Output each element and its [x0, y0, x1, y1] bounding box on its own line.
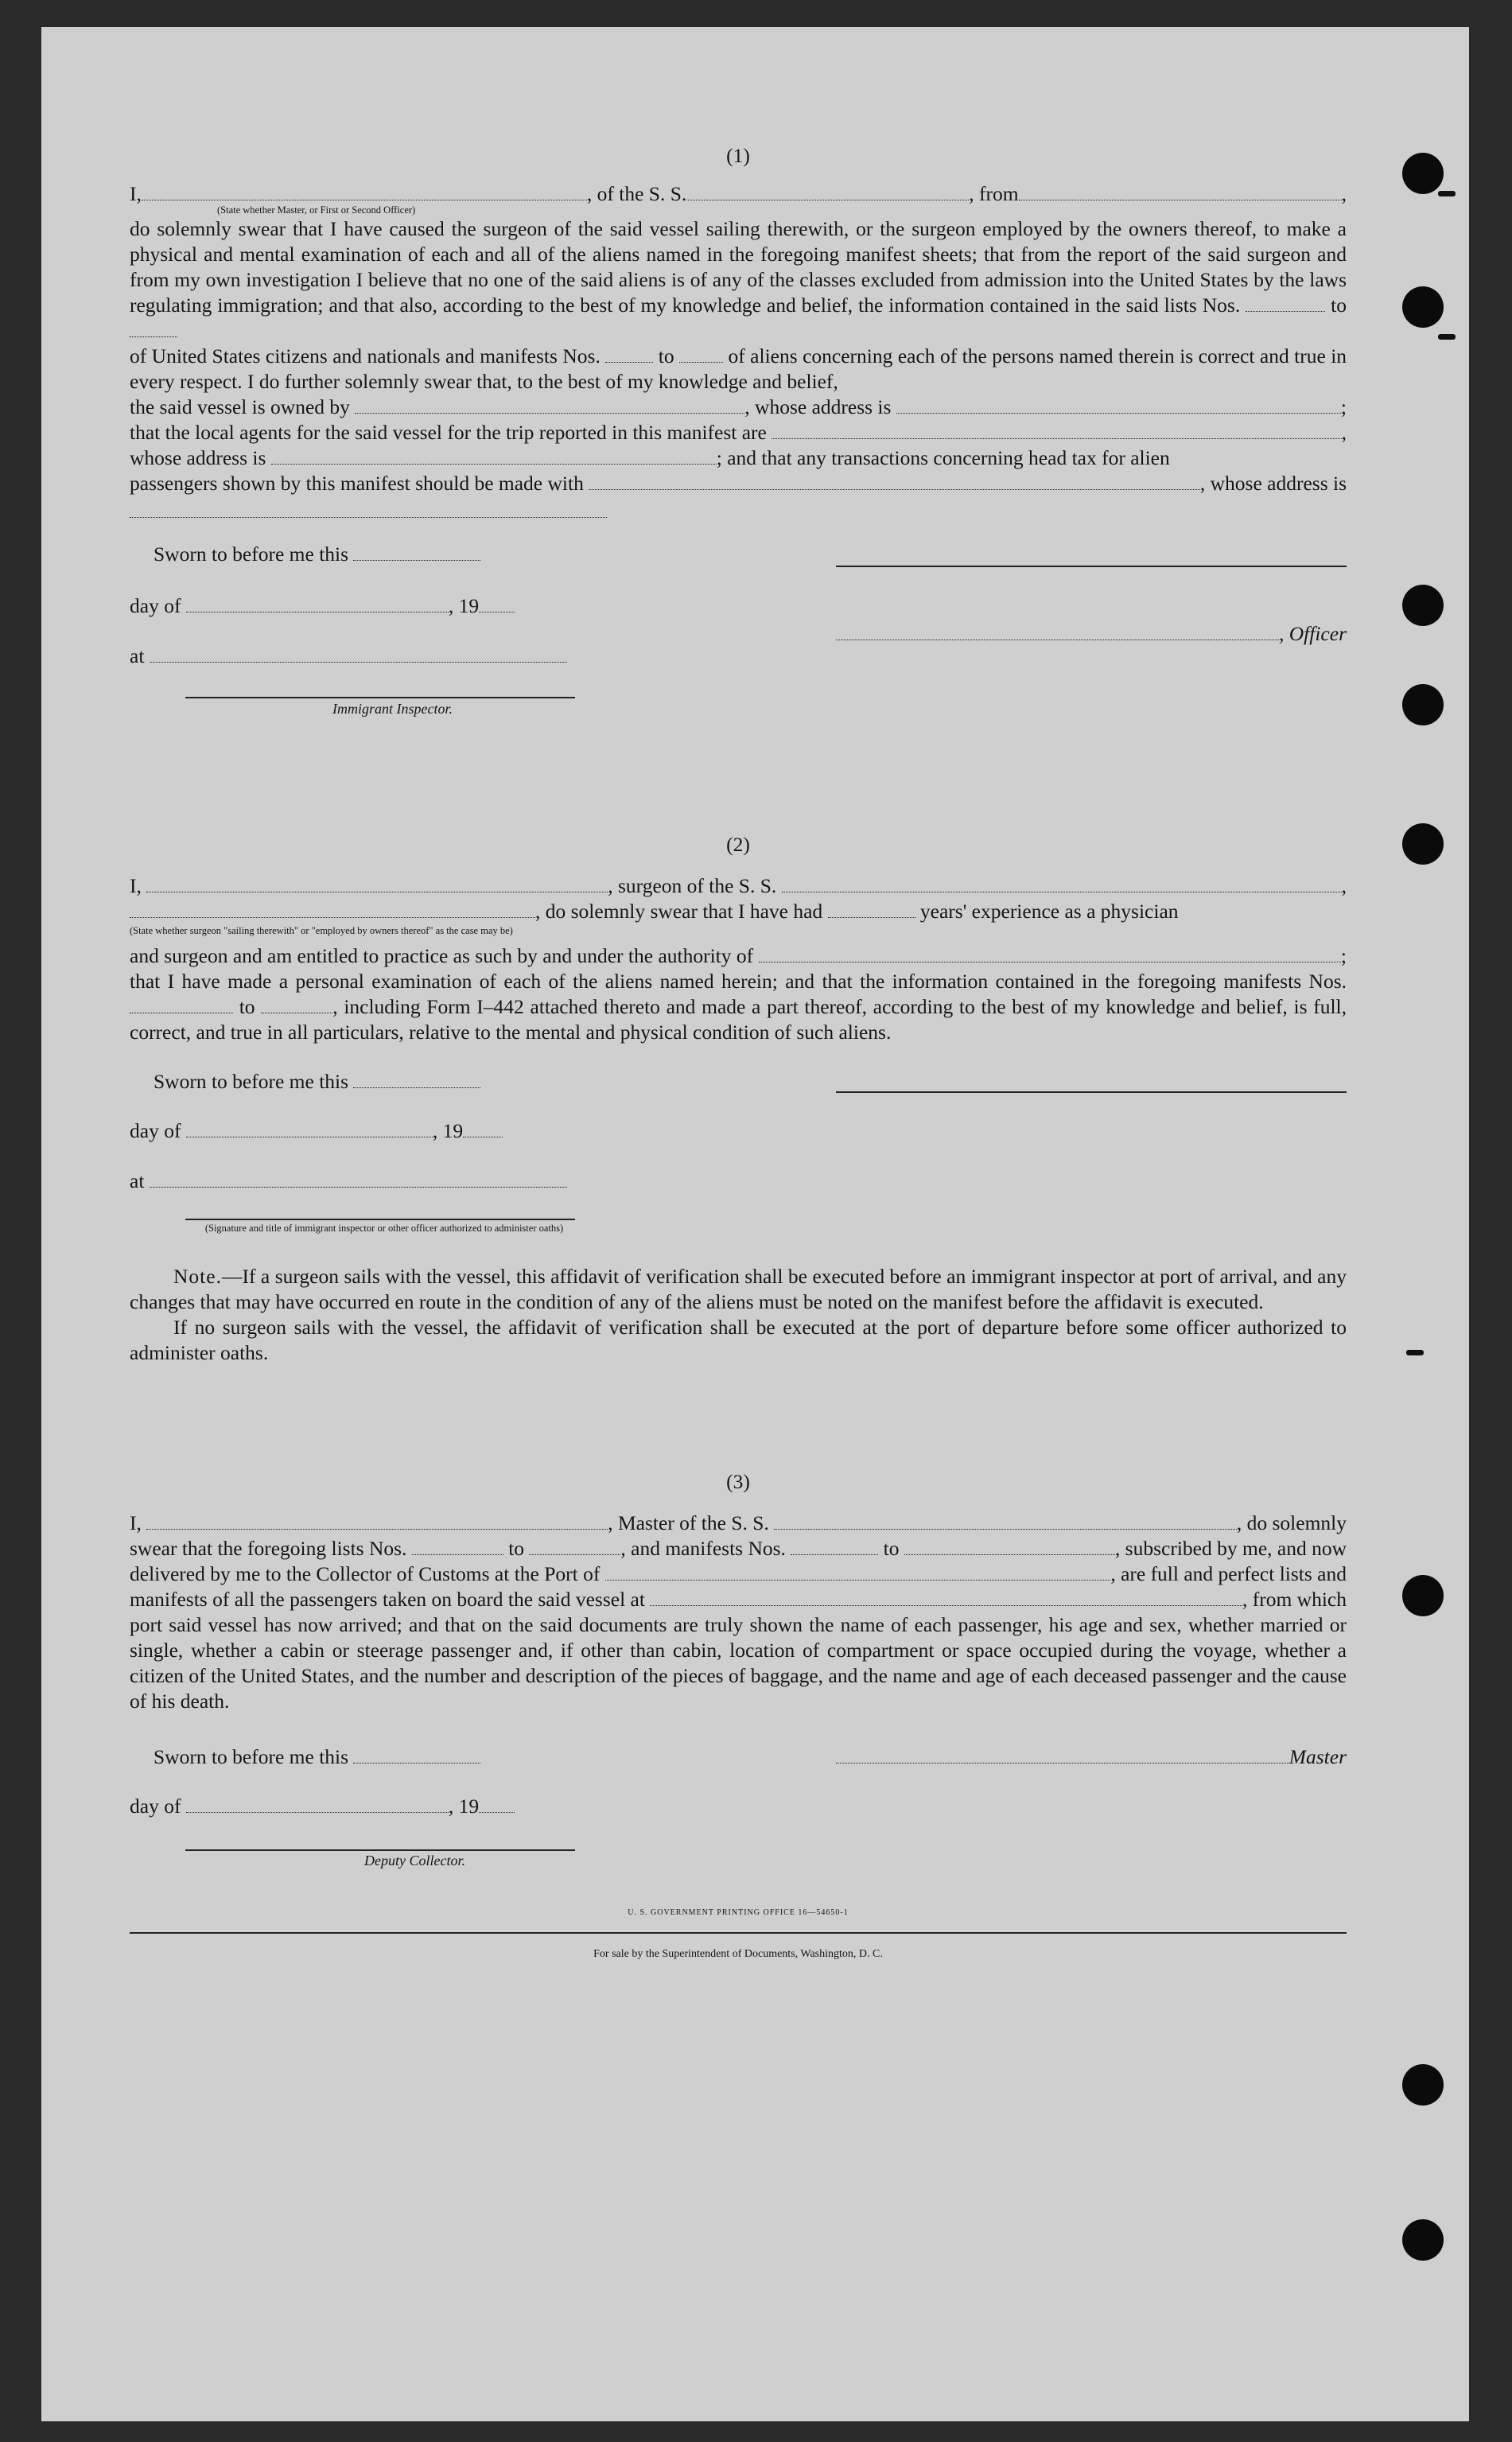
sworn-month-field[interactable] — [186, 1795, 449, 1813]
agents-address-line: whose address is ; and that any transactions concerning head tax for alien — [130, 446, 1170, 469]
sworn-year-field[interactable] — [479, 594, 515, 612]
sworn-year-field[interactable] — [463, 1119, 503, 1137]
list-to-field[interactable] — [529, 1537, 620, 1555]
binder-hole — [1402, 1575, 1444, 1616]
port-of-embarkation-field[interactable] — [650, 1588, 1242, 1606]
inspector-signature-line[interactable] — [185, 697, 575, 698]
section-number: (1) — [726, 144, 750, 167]
section3-jurat: Sworn to before me this day of , 19 Deputy Collector. Master — [130, 1745, 1347, 1868]
list-to-field[interactable] — [130, 319, 177, 337]
sworn-day-field[interactable] — [353, 1745, 480, 1763]
binder-hole — [1402, 585, 1444, 626]
manifest-to-field[interactable] — [261, 995, 332, 1013]
sworn-place-field[interactable] — [150, 1169, 567, 1188]
binder-hole — [1402, 286, 1444, 328]
years-experience-field[interactable] — [828, 900, 915, 918]
agents-address-field[interactable] — [271, 446, 717, 465]
margin-tick — [1406, 1350, 1424, 1355]
field-caption: (State whether surgeon "sailing therewith" or "employed by owners thereof" as the case may be) — [130, 925, 513, 936]
deputy-title: Deputy Collector. — [364, 1853, 465, 1868]
agents-line: that the local agents for the said vessel for the trip reported in this manifest are , — [130, 421, 1347, 444]
list-from-field[interactable] — [412, 1537, 503, 1555]
surgeon-signature-line[interactable] — [836, 1091, 1347, 1093]
sworn-day-field[interactable] — [353, 1070, 480, 1088]
margin-tick — [1438, 191, 1456, 196]
master-signature-field[interactable] — [836, 1745, 1289, 1763]
surgeon-ship-field[interactable] — [782, 874, 1342, 892]
port-of-arrival-field[interactable] — [605, 1562, 1111, 1581]
sworn-place-field[interactable] — [150, 644, 567, 663]
address-continued-field[interactable] — [130, 500, 607, 518]
binder-hole — [1402, 2219, 1444, 2261]
binder-hole — [1402, 153, 1444, 194]
binder-hole — [1402, 684, 1444, 725]
officer-field[interactable] — [836, 622, 1279, 640]
surgeon-type-field[interactable] — [130, 900, 535, 918]
owner-line: the said vessel is owned by , whose address is ; — [130, 395, 1347, 418]
printing-office-imprint: U. S. GOVERNMENT PRINTING OFFICE 16—54650-1 — [628, 1908, 849, 1917]
head-tax-line: passengers shown by this manifest should be made with , whose address is — [130, 472, 1347, 495]
sworn-year-field[interactable] — [479, 1795, 515, 1813]
sworn-month-field[interactable] — [186, 594, 449, 612]
master-name-field[interactable] — [146, 1511, 608, 1530]
section2-jurat: Sworn to before me this day of , 19 at (Signature and title of immigrant inspector or other officer authorized to administer oaths) — [130, 1045, 1347, 1248]
oath-paragraph-2: of United States citizens and nationals and manifests Nos. to of aliens concerning each of the persons named therein is correct and true in every respect. I do further solemnly swear that, to the best of my knowledge and belief, — [130, 344, 1347, 393]
surgeon-name-field[interactable] — [146, 874, 608, 892]
agents-field[interactable] — [772, 421, 1341, 439]
binder-hole — [1402, 2064, 1444, 2106]
manifest-to-field[interactable] — [904, 1537, 1115, 1555]
manifest-from-field[interactable] — [605, 344, 653, 363]
head-tax-field[interactable] — [589, 472, 1200, 490]
note-paragraph: Note.—If a surgeon sails with the vessel, this affidavit of verification shall be executed before an immigrant inspector at port of arrival, and any changes that may have occurred en route in the condition of any of the aliens must be noted on the manifest before the affidavit is executed. — [130, 1265, 1347, 1313]
footer-note: For sale by the Superintendent of Documents, Washington, D. C. — [593, 1948, 883, 1960]
officer-signature-line[interactable] — [836, 566, 1347, 567]
ship-name-field[interactable] — [686, 182, 969, 200]
oath-paragraph: do solemnly swear that I have caused the surgeon of the said vessel sailing therewith, or the surgeon employed by the owners thereof, to make a physical and mental examination of each and all of the aliens named in the foregoing manifest sheets; that from the report of the said surgeon and from my own investigation I believe that no one of the said aliens is of any of the classes excluded from admission into the United States by the laws regulating immigration; and that also, according to the best of my knowledge and belief, the information contained in the said lists Nos. to — [130, 216, 1347, 344]
sworn-month-field[interactable] — [186, 1119, 433, 1137]
affidavit-text: (1) I, , of the S. S. , from , (State whether Master, or First or Second Officer) do solemnly swear that I have caused the surgeon of the said vessel sailing therewith, or the surgeon employed by the owners thereof, to make a physical and mental examination of each and all of the aliens named in the foregoing manifest sheets; that from the report of the said surgeon and from my own investigation I believe that no one of the said aliens is of any of the classes excluded from admission into the United States by the laws regulating immigration; and that also, according to the best of my knowledge and belief, the information contained in the said lists Nos. to of United States citizens and nationals and manifests Nos. to of aliens concerning each of the persons named therein is correct and true in every respect. I do further solemnly swear that, to the best of my knowledge and belief, the said vessel is owned by , whose address is ; that the local agents for the said vessel for the trip reported in this manifest are , whose address is ; and that any transactions concerning head tax for alien passengers shown by this manifest should be made with , whose address is Sworn to before me this day of , 19 at Immigrant Inspector. , Officer (2) I, , surgeon of the S. S. , , do solemnly swear that I have had years' experience as a physician (State whether surgeon "sailing therewith" or "employed by owners thereof" as the case may be) and surgeon and am entitled to practice as such by and under the authority of ; that I have made a personal examination of each of the aliens named herein; and that the information contained in the foregoing manifests Nos. to , including Form I–442 attached thereto and made a part thereof, according to the best of my knowledge and belief, is full, correct, and true in all particulars, relative to the mental and physical condition of such aliens. Sworn to before me this day of , 19 at (Signature and title of immigrant inspector or other officer authorized to administer oaths) Note.—If a surgeon sails with the vessel, this affidavit of verification shall be executed before an immigrant inspector at port of arrival, and any changes that may have occurred en route in the condition of any of the aliens must be noted on the manifest before the affidavit is executed. If no surgeon sails with the vessel, the affidavit of verification shall be executed at the port of departure before some officer authorized to administer oaths. (3) I, , Master of the S. S. , do solemnly swear that the foregoing lists Nos. to , and manifests Nos. to , subscribed by me, and now delivered by me to the Collector of Customs at the Port of , are full and perfect lists and manifests of all the passengers taken on board the said vessel at , from which port said vessel has now arrived; and that on the said documents are truly shown the name of each passenger, his age and sex, whether married or single, whether a cabin or steerage passenger and, if other than cabin, location of compartment or space occupied during the voyage, whether a citizen of the United States, and the number and description of the pieces of baggage, and the name and age of each deceased passenger and the cause of his death. Sworn to before me this day of , 19 Deputy Collector. Master U. S. GOVERNMENT PRINTING OFFICE 16—54650-1 For sale by the Superintendent of Documents, Washington, D. C. — [130, 143, 1347, 1967]
binder-hole — [1402, 823, 1444, 865]
note-paragraph-2: If no surgeon sails with the vessel, the affidavit of verification shall be executed at the port of departure before some officer authorized to administer oaths. — [130, 1316, 1347, 1364]
list-from-field[interactable] — [1246, 294, 1325, 312]
surgeon-oath-paragraph: that I have made a personal examination of each of the aliens named herein; and that the information contained in the foregoing manifests Nos. to , including Form I–442 attached thereto and made a part thereof, according to the best of my knowledge and belief, is full, correct, and true in all particulars, relative to the mental and physical condition of such aliens. — [130, 970, 1347, 1044]
footer-rule — [130, 1932, 1347, 1934]
inspector-signature-line[interactable] — [185, 1219, 575, 1220]
master-oath-paragraph: port said vessel has now arrived; and that on the said documents are truly shown the name of each passenger, his age and sex, whether married or single, whether a cabin or steerage passenger and, if other than cabin, location of compartment or space occupied during the voyage, whether a citizen of the United States, and the number and description of the pieces of baggage, and the name and age of each deceased passenger and the cause of his death. — [130, 1613, 1347, 1713]
owner-field[interactable] — [355, 395, 744, 414]
authority-field[interactable] — [759, 944, 1341, 962]
port-from-field[interactable] — [1019, 182, 1342, 200]
deputy-signature-line[interactable] — [185, 1849, 575, 1851]
signature-caption: (Signature and title of immigrant inspector or other officer authorized to administer oaths) — [204, 1223, 564, 1234]
inspector-title: Immigrant Inspector. — [332, 701, 453, 717]
section-number: (3) — [726, 1470, 750, 1493]
owner-address-field[interactable] — [896, 395, 1341, 414]
manifest-from-field[interactable] — [130, 995, 233, 1013]
section-number: (2) — [726, 833, 750, 856]
master-ship-field[interactable] — [774, 1511, 1237, 1530]
master-line: I, , of the S. S. , from , — [130, 182, 1347, 205]
field-caption: (State whether Master, or First or Second Officer) — [217, 204, 416, 216]
manifest-to-field[interactable] — [679, 344, 723, 363]
manifest-from-field[interactable] — [791, 1537, 878, 1555]
margin-tick — [1438, 334, 1456, 340]
master-name-field[interactable] — [142, 182, 587, 200]
section1-jurat: Sworn to before me this day of , 19 at Immigrant Inspector. , Officer — [130, 542, 1347, 717]
sworn-day-field[interactable] — [353, 542, 480, 561]
